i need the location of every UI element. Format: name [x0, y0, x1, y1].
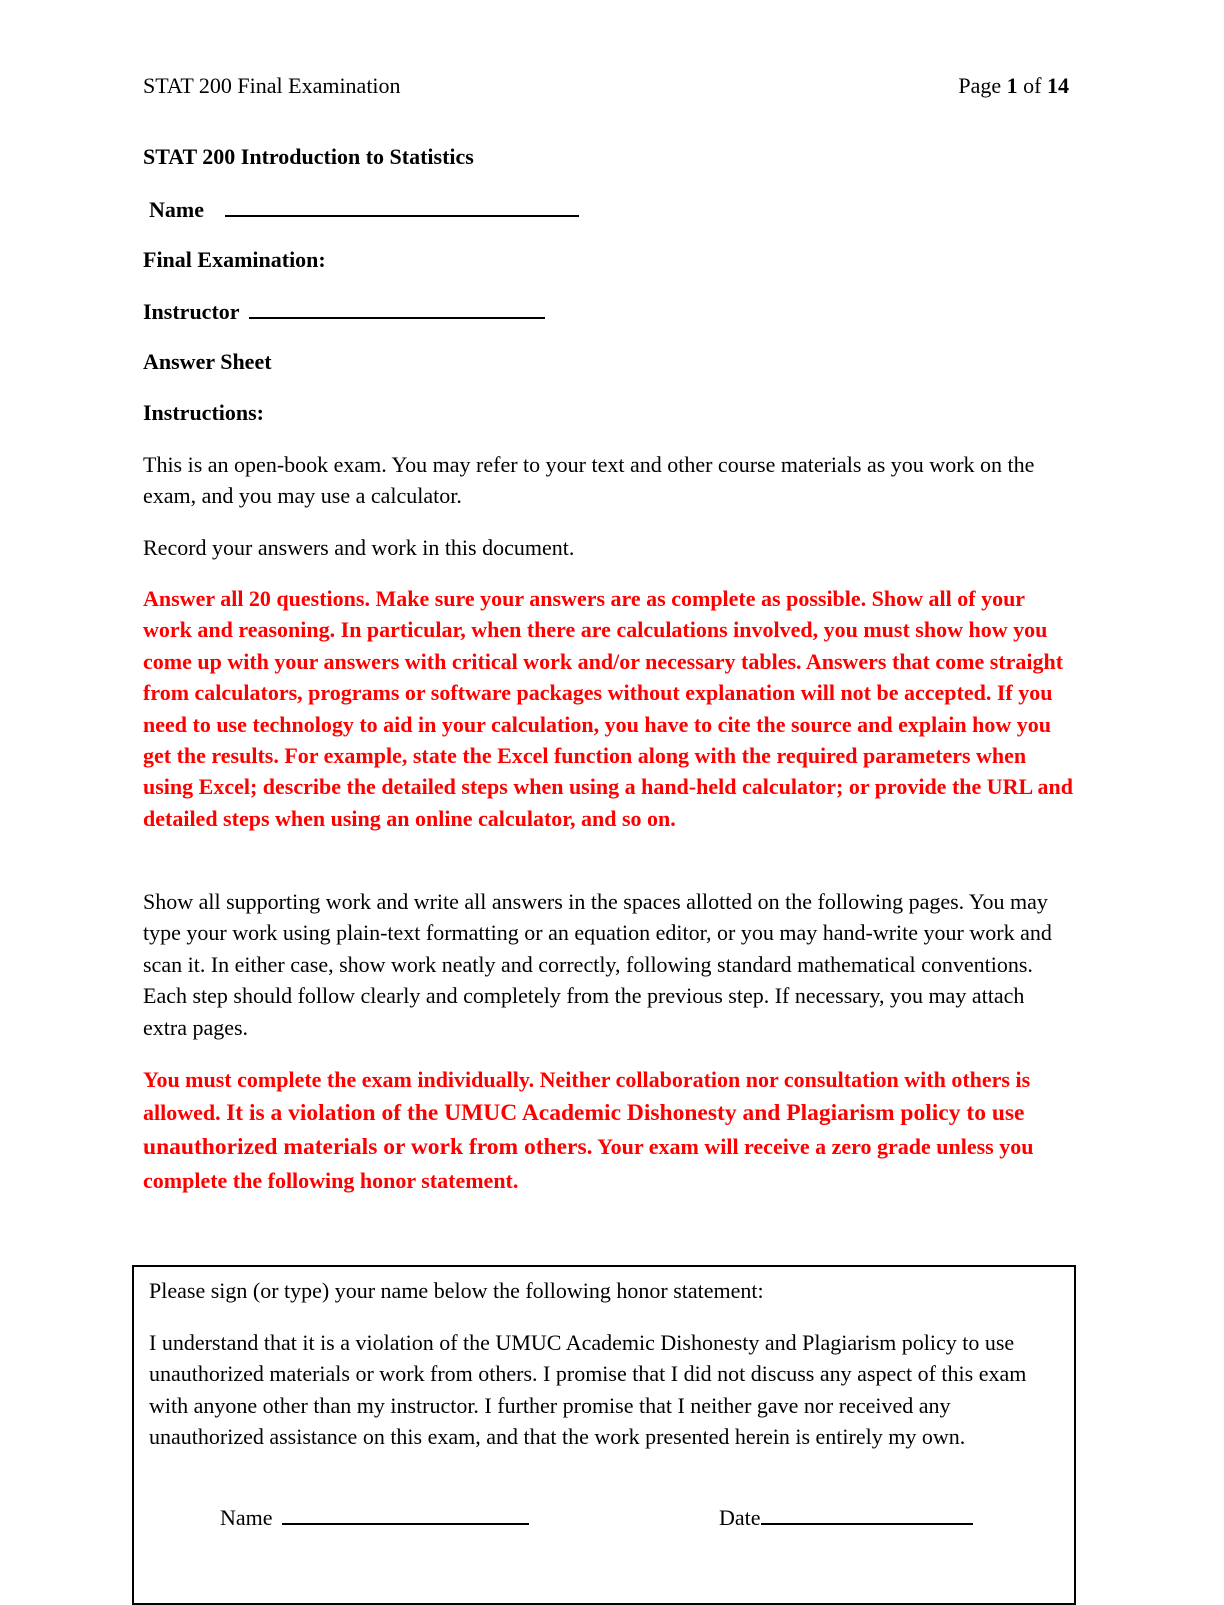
honor-statement-text: I understand that it is a violation of the UMUC Academic Dishonesty and Plagiarism policy to use unauthorized materials or work from others. I promise that I did not discuss any aspect of this exam with anyone other than my instructor. I further promise that I neither gave nor received any unauthorized assistance on this exam, and that the work presented herein is entirely my own. — [149, 1330, 1027, 1450]
instructor-label: Instructor — [143, 299, 240, 324]
instructor-row — [143, 297, 545, 326]
instructions-paragraph-answer-all: Answer all 20 questions. Make sure your answers are as complete as possible. Show all of your work and reasoning. In particular, when there are calculations involved, you must show how you come up with your answers with critical work and/or necessary tables. Answers that come straight from calculators, programs or software packages without explanation will not be accepted. If you need to use technology to aid in your calculation, you have to cite the source and explain how you get the results. For example, state the Excel function along with the required parameters when using Excel; describe the detailed steps when using a hand-held calculator; or provide the URL and detailed steps when using an online calculator, and so on. — [143, 586, 1073, 831]
instructions-heading: Instructions: — [143, 400, 265, 425]
instructor-field[interactable] — [249, 297, 545, 319]
name-label: Name — [149, 197, 204, 222]
course-title: STAT 200 Introduction to Statistics — [143, 144, 474, 169]
signature-name-label: Name — [220, 1505, 273, 1530]
signature-name-row — [220, 1503, 529, 1532]
instructions-paragraph-open-book: This is an open-book exam. You may refer to your text and other course materials as you work on the exam, and you may use a calculator. — [143, 452, 1035, 509]
instructions-paragraph-record: Record your answers and work in this document. — [143, 535, 575, 560]
signature-name-field[interactable] — [282, 1503, 529, 1525]
instructions-paragraph-individual: You must complete the exam individually. Neither collaboration nor consultation with others is allowed. It is a violation of the UMUC Academic Dishonesty and Plagiarism policy to use unauthorized materials or work from others. Your exam will receive a zero grade unless you complete the following honor statement. — [143, 1067, 1034, 1193]
signature-date-field[interactable] — [761, 1503, 973, 1525]
final-exam-label: Final Examination: — [143, 247, 326, 272]
document-title: STAT 200 Final Examination — [143, 73, 401, 98]
instructions-paragraph-supporting-work: Show all supporting work and write all answers in the spaces allotted on the following pages. You may type your work using plain-text formatting or an equation editor, or you may hand-write your work and scan it. In either case, show work neatly and correctly, following standard mathematical conventions. Each step should follow clearly and completely from the previous step. If necessary, you may attach extra pages. — [143, 889, 1052, 1040]
name-field[interactable] — [225, 195, 579, 217]
page-number: Page 1 of 14 — [958, 73, 1069, 98]
answer-sheet-label: Answer Sheet — [143, 349, 272, 374]
signature-date-row — [719, 1503, 973, 1532]
honor-statement-box — [132, 1265, 1076, 1605]
name-row — [149, 195, 579, 224]
honor-intro: Please sign (or type) your name below the following honor statement: — [149, 1278, 764, 1303]
signature-date-label: Date — [719, 1505, 761, 1530]
